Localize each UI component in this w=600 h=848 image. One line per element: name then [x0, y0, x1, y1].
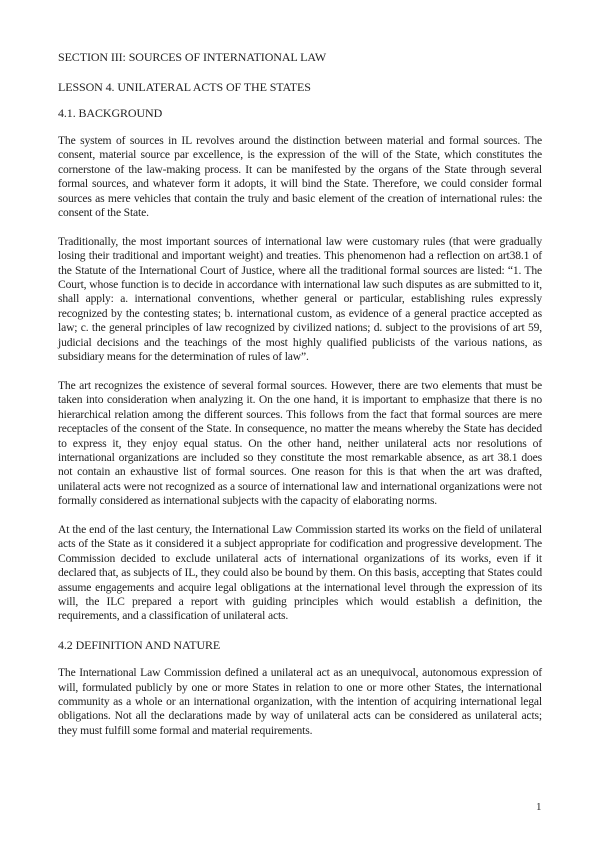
subsection-title-background: 4.1. BACKGROUND: [58, 106, 163, 120]
paragraph: The International Law Commission defined a unilateral act as an unequivocal, autonomous expression of will, formulated publicly by one or more States in relation to one or more other States, the international community as a whole or an international organization, with the intention of acquiring international legal obligations. Not all the declarations made by way of unilateral acts can be considered as unilateral acts; they must fulfill some formal and material requirements.: [58, 666, 542, 737]
paragraph: At the end of the last century, the International Law Commission started its works on the field of unilateral acts of the State as it considered it a subject appropriate for codification and progressive development. The Commission decided to exclude unilateral acts of international organizations of its works, even if it declared that, as subjects of IL, they could also be bound by them. On this basis, accepting that States could assume engagements and acquire legal obligations at the international level through the expression of its will, the ILC prepared a report with guiding principles which would establish a definition, the requirements, and a classification of unilateral acts.: [58, 522, 542, 623]
page-number: 1: [536, 801, 542, 813]
paragraph: Traditionally, the most important sources of international law were customary rules (that were gradually losing their traditional and important weight) and treaties. This phenomenon had a reflection on art38.1 of the Statute of the International Court of Justice, where all the traditional formal sources are listed: “1. The Court, whose function is to decide in accordance with international law such disputes as are submitted to it, shall apply: a. international conventions, whether general or particular, establishing rules expressly recognized by the contesting states; b. international custom, as evidence of a general practice accepted as law; c. the general principles of law recognized by civilized nations; d. subject to the provisions of art 59, judicial decisions and the teachings of the most highly qualified publicists of the various nations, as subsidiary means for the determination of rules of law”.: [58, 234, 542, 364]
lesson-title: LESSON 4. UNILATERAL ACTS OF THE STATES: [58, 80, 311, 94]
section-title: SECTION III: SOURCES OF INTERNATIONAL LAW: [58, 50, 327, 64]
paragraph: The system of sources in IL revolves around the distinction between material and formal sources. The consent, material source par excellence, is the expression of the will of the State, which constitutes the cornerstone of the law-making process. It can be manifested by the organs of the State through several formal sources, and whatever form it adopts, it will bind the State. Therefore, we could consider formal sources as mere vehicles that contain the truly and basic element of the creation of international rules: the consent of the State.: [58, 134, 542, 220]
subsection-title-definition: 4.2 DEFINITION AND NATURE: [58, 638, 221, 653]
paragraph: The art recognizes the existence of several formal sources. However, there are two elements that must be taken into consideration when analyzing it. On the one hand, it is important to emphasize that there is no hierarchical relation among the different sources. This follows from the fact that formal sources are mere receptacles of the consent of the State. In consequence, no matter the means whereby the State has decided to express it, they enjoy equal status. On the other hand, neither unilateral acts nor resolutions of international organizations are included so they constitute the most remarkable absence, as art 38.1 does not contain an exhaustive list of formal sources. One reason for this is that when the art was drafted, unilateral acts were not recognized as a source of international law and international organizations were not formally considered as international subjects with the capacity of elaborating norms.: [58, 378, 542, 508]
page-content: [58, 50, 542, 753]
